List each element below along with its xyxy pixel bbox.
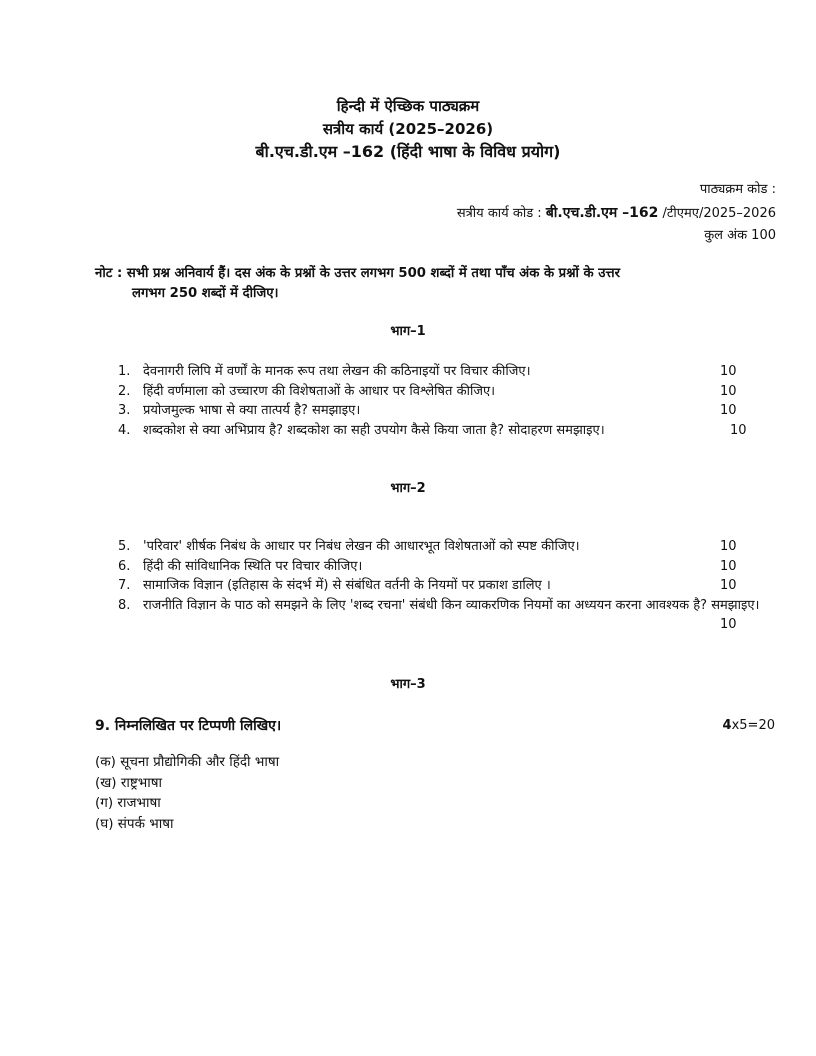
short-note-topic: (क) सूचना प्रौद्योगिकी और हिंदी भाषा (95, 754, 280, 770)
assignment-code-label: सत्रीय कार्य कोड : (456, 206, 542, 221)
section-heading-3: भाग–3 (390, 677, 426, 692)
short-note-topic: (ख) राष्ट्रभाषा (95, 774, 163, 791)
question-item (118, 382, 758, 402)
question-number: 5. (118, 539, 131, 554)
question-number: 4. (118, 422, 131, 438)
assignment-code-value: बी.एच.डी.एम –162 (545, 205, 659, 221)
note-line-1: नोट : सभी प्रश्न अनिवार्य हैं। दस अंक के प्रश्नों के उत्तर लगभग 500 शब्दों में तथा पाँच अंक के प्रश्नों के उत्तर (95, 266, 620, 281)
question-item (118, 557, 758, 577)
question-number: 8. (118, 597, 131, 613)
question-list-1 (118, 362, 758, 440)
assignment-code-suffix: /टीएमए/2025–2026 (662, 206, 776, 221)
course-code-label: पाठ्यक्रम कोड : (699, 182, 776, 197)
question-9 (95, 716, 775, 736)
assignment-code-line (457, 204, 776, 223)
question-number: 1. (118, 364, 131, 379)
question-item (118, 576, 758, 596)
section-heading-1: भाग–1 (390, 324, 426, 339)
short-note-topics (95, 752, 279, 834)
total-marks: कुल अंक 100 (704, 228, 776, 243)
question-text: सामाजिक विज्ञान (इतिहास के संदर्भ में) से संबंधित वर्तनी के नियमों पर प्रकाश डालिए । (143, 578, 551, 593)
short-note-topic: (ग) राजभाषा (95, 795, 161, 811)
question-text: हिंदी वर्णमाला को उच्चारण की विशेषताओं के आधार पर विश्लेषित कीजिए। (143, 383, 496, 399)
question-9-marks-rest: x5=20 (731, 718, 775, 733)
short-note-topic: (घ) संपर्क भाषा (95, 815, 174, 832)
question-number: 7. (118, 578, 131, 593)
question-list-2 (118, 537, 758, 635)
question-9-text: 9. निम्नलिखित पर टिप्पणी लिखिए। (95, 718, 282, 734)
question-number: 3. (118, 403, 131, 418)
question-marks: 10 (720, 403, 737, 418)
question-text: प्रयोजमुल्क भाषा से क्या तात्पर्य है? समझाइए। (143, 403, 361, 418)
question-marks: 10 (720, 617, 737, 632)
question-9-marks-count: 4 (722, 718, 732, 733)
question-text: देवनागरी लिपि में वर्णों के मानक रूप तथा लेखन की कठिनाइयों पर विचार कीजिए। (143, 364, 531, 379)
course-title: हिन्दी में ऐच्छिक पाठ्यक्रम (336, 97, 480, 115)
assignment-year-title: सत्रीय कार्य (2025–2026) (322, 120, 494, 138)
question-text: हिंदी की सांविधानिक स्थिति पर विचार कीजिए। (143, 558, 363, 574)
question-item (118, 537, 758, 557)
section-heading-2: भाग–2 (390, 481, 426, 496)
question-text: शब्दकोश से क्या अभिप्राय है? शब्दकोश का सही उपयोग कैसे किया जाता है? सोदाहरण समझाइए। (143, 422, 605, 438)
question-marks: 10 (720, 383, 737, 399)
question-text: राजनीति विज्ञान के पाठ को समझने के लिए 'शब्द रचना' संबंधी किन व्याकरणिक नियमों का अध्ययन करना आवश्यक है? समझाइए। (143, 597, 760, 613)
question-number: 6. (118, 558, 131, 574)
instructions-note (95, 264, 785, 304)
question-marks: 10 (730, 422, 747, 438)
question-marks: 10 (720, 539, 737, 554)
question-marks: 10 (720, 578, 737, 593)
question-item (118, 401, 758, 421)
question-item (118, 362, 758, 382)
question-text: 'परिवार' शीर्षक निबंध के आधार पर निबंध लेखन की आधारभूत विशेषताओं को स्पष्ट कीजिए। (143, 539, 580, 554)
question-marks: 10 (720, 364, 737, 379)
question-item (118, 596, 758, 635)
question-9-marks (723, 716, 775, 736)
question-marks: 10 (720, 558, 737, 574)
question-number: 2. (118, 383, 131, 399)
course-code-title: बी.एच.डी.एम –162 (हिंदी भाषा के विविध प्रयोग) (255, 142, 561, 161)
question-item (118, 421, 758, 441)
note-line-2: लगभग 250 शब्दों में दीजिए। (132, 286, 279, 301)
